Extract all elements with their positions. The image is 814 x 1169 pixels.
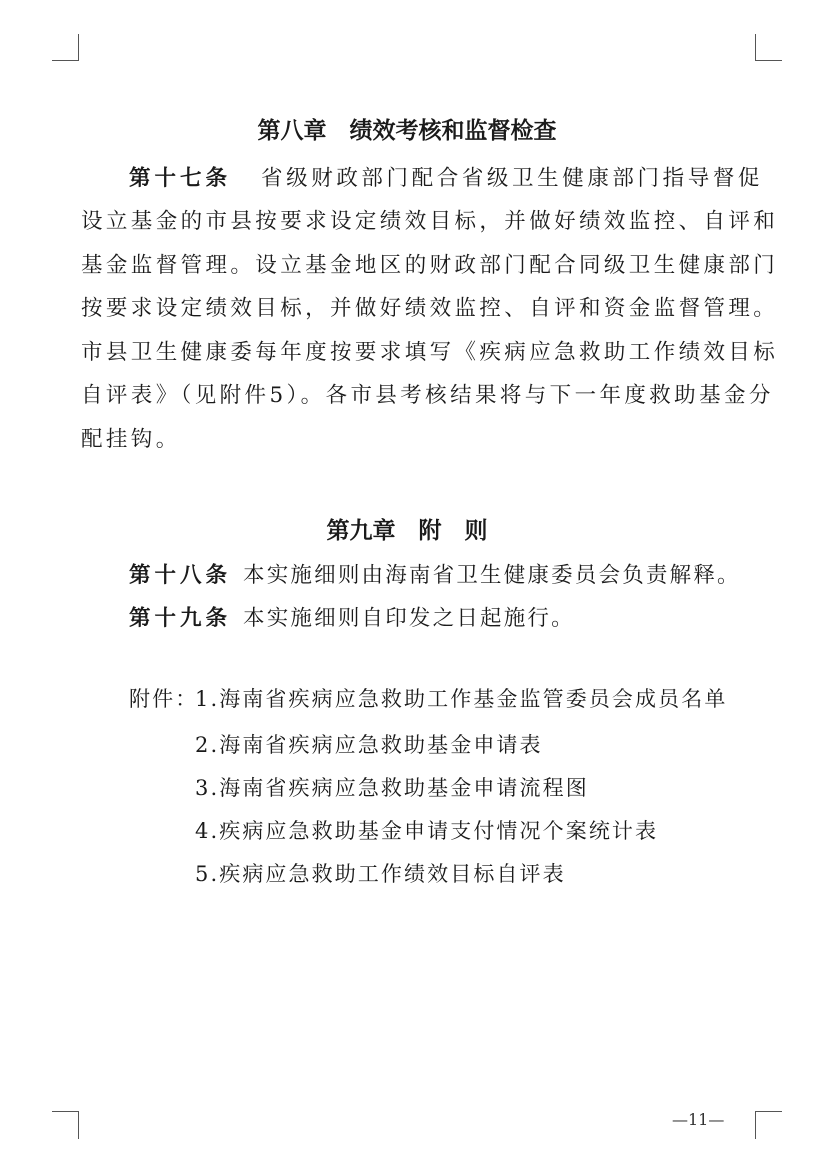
article-17-text-line: 市县卫生健康委每年度按要求填写《疾病应急救助工作绩效目标 [81,340,779,365]
chapter-9-heading: 第九章 附 则 [326,518,488,544]
page-number: —11— [672,1110,725,1129]
article-17-text-line: 自评表》（见附件5）。各市县考核结果将与下一年度救助基金分 [81,383,774,408]
attachments-label: 附件： [129,687,199,711]
article-18-text: 本实施细则由海南省卫生健康委员会负责解释。 [243,563,741,588]
attachment-item: 2.海南省疾病应急救助基金申请表 [195,733,543,757]
article-17-label: 第十七条 [129,166,232,191]
article-17-text-line: 配挂钩。 [81,427,181,452]
crop-mark-bottom-left [52,1111,79,1139]
attachment-item: 1.海南省疾病应急救助工作基金监管委员会成员名单 [195,687,728,711]
attachment-item: 3.海南省疾病应急救助基金申请流程图 [195,776,589,800]
crop-mark-bottom-right [755,1111,782,1139]
article-17-first-line [129,166,763,192]
article-18 [129,563,741,589]
attachment-item: 4.疾病应急救助基金申请支付情况个案统计表 [195,819,659,843]
article-17-text-line: 基金监督管理。设立基金地区的财政部门配合同级卫生健康部门 [81,253,779,278]
chapter-8-heading: 第八章 绩效考核和监督检查 [257,118,557,144]
article-17-text-line: 按要求设定绩效目标，并做好绩效监控、自评和资金监督管理。 [81,296,779,321]
article-17-text-line: 省级财政部门配合省级卫生健康部门指导督促 [261,166,764,191]
article-17-text-line: 设立基金的市县按要求设定绩效目标，并做好绩效监控、自评和 [81,209,779,234]
article-19-text: 本实施细则自印发之日起施行。 [243,606,575,631]
article-19 [129,606,575,632]
crop-mark-top-right [755,34,782,61]
article-18-label: 第十八条 [129,563,232,588]
crop-mark-top-left [52,34,79,61]
attachment-item: 5.疾病应急救助工作绩效目标自评表 [195,862,566,886]
article-19-label: 第十九条 [129,606,232,631]
